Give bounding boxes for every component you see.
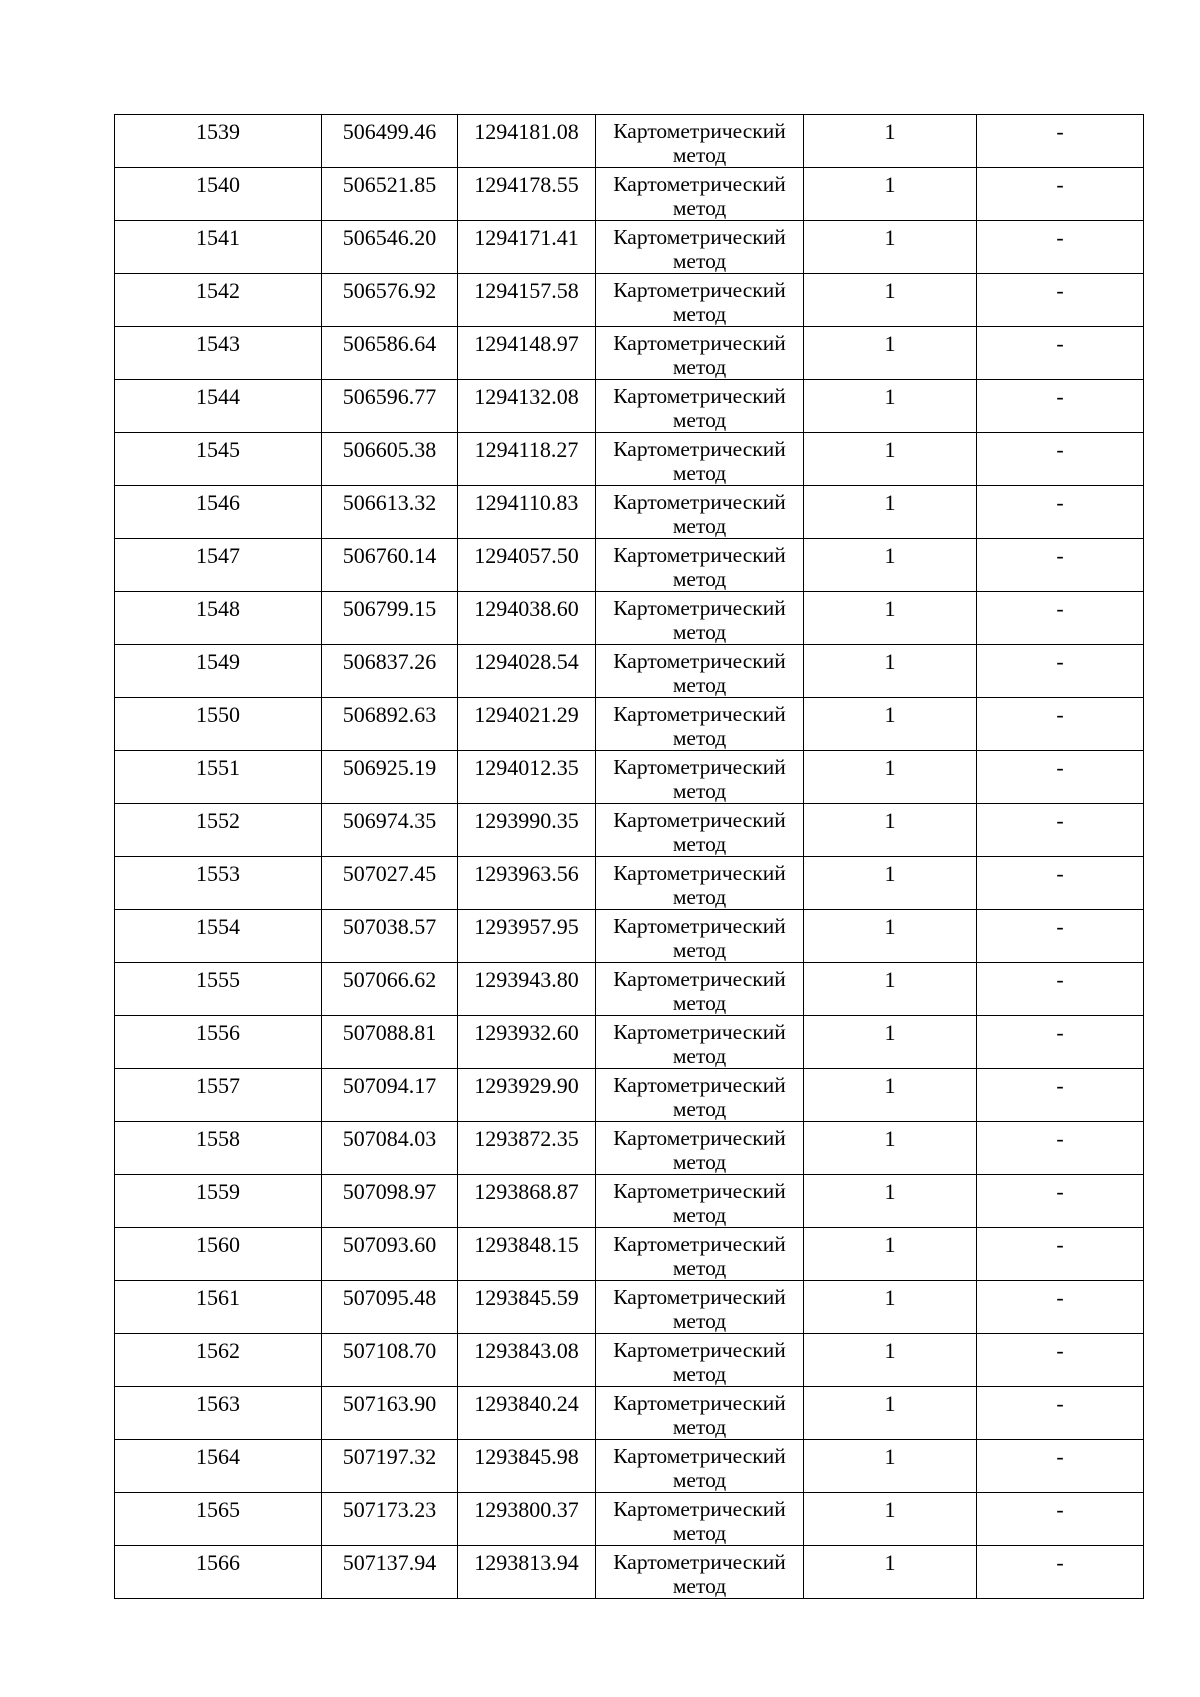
method-text-line1: Картометрический	[613, 384, 786, 408]
point-number-cell: 1540	[115, 168, 322, 221]
note-cell: -	[977, 539, 1144, 592]
method-text-line1: Картометрический	[613, 808, 786, 832]
y-coordinate-cell: 1293868.87	[458, 1175, 596, 1228]
accuracy-cell: 1	[804, 698, 977, 751]
point-number-cell: 1542	[115, 274, 322, 327]
method-cell	[596, 1334, 804, 1387]
note-cell: -	[977, 1175, 1144, 1228]
method-cell	[596, 539, 804, 592]
x-coordinate-cell: 507163.90	[322, 1387, 458, 1440]
x-coordinate-cell: 507094.17	[322, 1069, 458, 1122]
point-number-cell: 1551	[115, 751, 322, 804]
method-text-line2: метод	[672, 196, 727, 220]
note-cell: -	[977, 910, 1144, 963]
accuracy-cell: 1	[804, 1440, 977, 1493]
point-number-cell: 1539	[115, 115, 322, 168]
method-text-line2: метод	[672, 302, 727, 326]
method-cell	[596, 274, 804, 327]
note-cell: -	[977, 327, 1144, 380]
method-text-line2: метод	[672, 779, 727, 803]
x-coordinate-cell: 507173.23	[322, 1493, 458, 1546]
x-coordinate-cell: 506576.92	[322, 274, 458, 327]
accuracy-cell: 1	[804, 1493, 977, 1546]
method-cell	[596, 1228, 804, 1281]
note-cell: -	[977, 1281, 1144, 1334]
note-cell: -	[977, 168, 1144, 221]
accuracy-cell: 1	[804, 539, 977, 592]
x-coordinate-cell: 506521.85	[322, 168, 458, 221]
table-row	[115, 1069, 1144, 1122]
method-cell	[596, 1122, 804, 1175]
point-number-cell: 1552	[115, 804, 322, 857]
method-cell	[596, 1016, 804, 1069]
method-text-line1: Картометрический	[613, 1020, 786, 1044]
method-cell	[596, 1069, 804, 1122]
method-text-line2: метод	[672, 143, 727, 167]
method-cell	[596, 327, 804, 380]
note-cell: -	[977, 804, 1144, 857]
x-coordinate-cell: 507066.62	[322, 963, 458, 1016]
table-row	[115, 910, 1144, 963]
accuracy-cell: 1	[804, 486, 977, 539]
point-number-cell: 1566	[115, 1546, 322, 1599]
table-row	[115, 751, 1144, 804]
method-text-line2: метод	[672, 726, 727, 750]
table-row	[115, 1175, 1144, 1228]
method-text-line1: Картометрический	[613, 225, 786, 249]
y-coordinate-cell: 1294110.83	[458, 486, 596, 539]
y-coordinate-cell: 1294118.27	[458, 433, 596, 486]
document-page	[114, 114, 1143, 1599]
y-coordinate-cell: 1294157.58	[458, 274, 596, 327]
point-number-cell: 1544	[115, 380, 322, 433]
x-coordinate-cell: 506546.20	[322, 221, 458, 274]
point-number-cell: 1555	[115, 963, 322, 1016]
note-cell: -	[977, 486, 1144, 539]
y-coordinate-cell: 1293990.35	[458, 804, 596, 857]
table-row	[115, 486, 1144, 539]
note-cell: -	[977, 963, 1144, 1016]
table-row	[115, 1334, 1144, 1387]
note-cell: -	[977, 751, 1144, 804]
method-text-line2: метод	[672, 1256, 727, 1280]
note-cell: -	[977, 698, 1144, 751]
table-row	[115, 433, 1144, 486]
point-number-cell: 1561	[115, 1281, 322, 1334]
method-text-line1: Картометрический	[613, 490, 786, 514]
x-coordinate-cell: 507095.48	[322, 1281, 458, 1334]
note-cell: -	[977, 1387, 1144, 1440]
note-cell: -	[977, 274, 1144, 327]
accuracy-cell: 1	[804, 1016, 977, 1069]
point-number-cell: 1565	[115, 1493, 322, 1546]
note-cell: -	[977, 1069, 1144, 1122]
method-text-line2: метод	[672, 1415, 727, 1439]
method-text-line1: Картометрический	[613, 1285, 786, 1309]
y-coordinate-cell: 1293840.24	[458, 1387, 596, 1440]
accuracy-cell: 1	[804, 327, 977, 380]
method-text-line2: метод	[672, 514, 727, 538]
method-text-line2: метод	[672, 1044, 727, 1068]
table-row	[115, 274, 1144, 327]
x-coordinate-cell: 506499.46	[322, 115, 458, 168]
accuracy-cell: 1	[804, 274, 977, 327]
method-cell	[596, 910, 804, 963]
method-cell	[596, 1546, 804, 1599]
note-cell: -	[977, 857, 1144, 910]
y-coordinate-cell: 1294012.35	[458, 751, 596, 804]
method-cell	[596, 592, 804, 645]
accuracy-cell: 1	[804, 645, 977, 698]
accuracy-cell: 1	[804, 1228, 977, 1281]
method-text-line1: Картометрический	[613, 755, 786, 779]
method-text-line1: Картометрический	[613, 331, 786, 355]
note-cell: -	[977, 1228, 1144, 1281]
accuracy-cell: 1	[804, 751, 977, 804]
accuracy-cell: 1	[804, 1334, 977, 1387]
accuracy-cell: 1	[804, 221, 977, 274]
y-coordinate-cell: 1293929.90	[458, 1069, 596, 1122]
y-coordinate-cell: 1293845.59	[458, 1281, 596, 1334]
y-coordinate-cell: 1293943.80	[458, 963, 596, 1016]
point-number-cell: 1547	[115, 539, 322, 592]
y-coordinate-cell: 1294057.50	[458, 539, 596, 592]
y-coordinate-cell: 1294132.08	[458, 380, 596, 433]
x-coordinate-cell: 507088.81	[322, 1016, 458, 1069]
method-text-line1: Картометрический	[613, 967, 786, 991]
x-coordinate-cell: 506925.19	[322, 751, 458, 804]
point-number-cell: 1548	[115, 592, 322, 645]
method-cell	[596, 433, 804, 486]
method-text-line2: метод	[672, 461, 727, 485]
note-cell: -	[977, 380, 1144, 433]
table-row	[115, 1016, 1144, 1069]
table-row	[115, 168, 1144, 221]
table-row	[115, 1387, 1144, 1440]
note-cell: -	[977, 1546, 1144, 1599]
x-coordinate-cell: 506974.35	[322, 804, 458, 857]
x-coordinate-cell: 507093.60	[322, 1228, 458, 1281]
table-row	[115, 327, 1144, 380]
accuracy-cell: 1	[804, 1175, 977, 1228]
coordinates-table-body	[115, 115, 1144, 1599]
x-coordinate-cell: 507084.03	[322, 1122, 458, 1175]
method-text-line1: Картометрический	[613, 543, 786, 567]
method-text-line2: метод	[672, 355, 727, 379]
table-row	[115, 115, 1144, 168]
table-row	[115, 1281, 1144, 1334]
accuracy-cell: 1	[804, 1387, 977, 1440]
method-cell	[596, 1387, 804, 1440]
note-cell: -	[977, 645, 1144, 698]
x-coordinate-cell: 506799.15	[322, 592, 458, 645]
y-coordinate-cell: 1293843.08	[458, 1334, 596, 1387]
method-text-line1: Картометрический	[613, 1232, 786, 1256]
method-cell	[596, 1493, 804, 1546]
table-row	[115, 539, 1144, 592]
method-text-line2: метод	[672, 1309, 727, 1333]
y-coordinate-cell: 1294171.41	[458, 221, 596, 274]
method-cell	[596, 804, 804, 857]
table-row	[115, 1228, 1144, 1281]
method-text-line2: метод	[672, 938, 727, 962]
y-coordinate-cell: 1293800.37	[458, 1493, 596, 1546]
accuracy-cell: 1	[804, 910, 977, 963]
x-coordinate-cell: 506837.26	[322, 645, 458, 698]
method-text-line1: Картометрический	[613, 119, 786, 143]
point-number-cell: 1554	[115, 910, 322, 963]
method-text-line1: Картометрический	[613, 1497, 786, 1521]
method-cell	[596, 168, 804, 221]
x-coordinate-cell: 507137.94	[322, 1546, 458, 1599]
accuracy-cell: 1	[804, 1122, 977, 1175]
method-text-line1: Картометрический	[613, 596, 786, 620]
table-row	[115, 804, 1144, 857]
point-number-cell: 1562	[115, 1334, 322, 1387]
method-cell	[596, 1175, 804, 1228]
note-cell: -	[977, 1016, 1144, 1069]
method-text-line1: Картометрический	[613, 1073, 786, 1097]
method-text-line1: Картометрический	[613, 437, 786, 461]
table-row	[115, 698, 1144, 751]
accuracy-cell: 1	[804, 1281, 977, 1334]
accuracy-cell: 1	[804, 857, 977, 910]
note-cell: -	[977, 1122, 1144, 1175]
x-coordinate-cell: 506892.63	[322, 698, 458, 751]
x-coordinate-cell: 507027.45	[322, 857, 458, 910]
method-cell	[596, 963, 804, 1016]
method-cell	[596, 751, 804, 804]
method-cell	[596, 1281, 804, 1334]
method-text-line2: метод	[672, 673, 727, 697]
method-cell	[596, 486, 804, 539]
coordinates-table	[114, 114, 1144, 1599]
method-text-line1: Картометрический	[613, 1444, 786, 1468]
method-text-line2: метод	[672, 832, 727, 856]
table-row	[115, 221, 1144, 274]
accuracy-cell: 1	[804, 115, 977, 168]
point-number-cell: 1541	[115, 221, 322, 274]
point-number-cell: 1550	[115, 698, 322, 751]
method-cell	[596, 857, 804, 910]
point-number-cell: 1557	[115, 1069, 322, 1122]
table-row	[115, 1546, 1144, 1599]
table-row	[115, 1440, 1144, 1493]
note-cell: -	[977, 1334, 1144, 1387]
table-row	[115, 380, 1144, 433]
method-text-line2: метод	[672, 1362, 727, 1386]
x-coordinate-cell: 507098.97	[322, 1175, 458, 1228]
point-number-cell: 1553	[115, 857, 322, 910]
method-text-line1: Картометрический	[613, 1550, 786, 1574]
point-number-cell: 1563	[115, 1387, 322, 1440]
x-coordinate-cell: 506586.64	[322, 327, 458, 380]
method-cell	[596, 380, 804, 433]
note-cell: -	[977, 221, 1144, 274]
method-text-line1: Картометрический	[613, 914, 786, 938]
y-coordinate-cell: 1293813.94	[458, 1546, 596, 1599]
method-text-line2: метод	[672, 885, 727, 909]
note-cell: -	[977, 1493, 1144, 1546]
y-coordinate-cell: 1294021.29	[458, 698, 596, 751]
x-coordinate-cell: 507108.70	[322, 1334, 458, 1387]
y-coordinate-cell: 1294178.55	[458, 168, 596, 221]
accuracy-cell: 1	[804, 1069, 977, 1122]
point-number-cell: 1559	[115, 1175, 322, 1228]
accuracy-cell: 1	[804, 168, 977, 221]
accuracy-cell: 1	[804, 380, 977, 433]
x-coordinate-cell: 506760.14	[322, 539, 458, 592]
point-number-cell: 1543	[115, 327, 322, 380]
y-coordinate-cell: 1293848.15	[458, 1228, 596, 1281]
note-cell: -	[977, 592, 1144, 645]
table-row	[115, 1493, 1144, 1546]
method-text-line2: метод	[672, 1521, 727, 1545]
y-coordinate-cell: 1293957.95	[458, 910, 596, 963]
point-number-cell: 1564	[115, 1440, 322, 1493]
method-text-line1: Картометрический	[613, 172, 786, 196]
note-cell: -	[977, 115, 1144, 168]
accuracy-cell: 1	[804, 1546, 977, 1599]
point-number-cell: 1558	[115, 1122, 322, 1175]
method-text-line1: Картометрический	[613, 278, 786, 302]
y-coordinate-cell: 1294148.97	[458, 327, 596, 380]
method-cell	[596, 645, 804, 698]
point-number-cell: 1556	[115, 1016, 322, 1069]
method-text-line2: метод	[672, 1468, 727, 1492]
method-cell	[596, 221, 804, 274]
method-text-line2: метод	[672, 1574, 727, 1598]
table-row	[115, 963, 1144, 1016]
x-coordinate-cell: 507038.57	[322, 910, 458, 963]
method-text-line2: метод	[672, 1150, 727, 1174]
method-cell	[596, 1440, 804, 1493]
point-number-cell: 1560	[115, 1228, 322, 1281]
method-text-line2: метод	[672, 991, 727, 1015]
table-row	[115, 857, 1144, 910]
point-number-cell: 1549	[115, 645, 322, 698]
accuracy-cell: 1	[804, 804, 977, 857]
note-cell: -	[977, 433, 1144, 486]
y-coordinate-cell: 1293872.35	[458, 1122, 596, 1175]
method-text-line1: Картометрический	[613, 1179, 786, 1203]
method-text-line1: Картометрический	[613, 1126, 786, 1150]
accuracy-cell: 1	[804, 433, 977, 486]
y-coordinate-cell: 1293963.56	[458, 857, 596, 910]
method-text-line2: метод	[672, 408, 727, 432]
y-coordinate-cell: 1294038.60	[458, 592, 596, 645]
method-text-line2: метод	[672, 1097, 727, 1121]
x-coordinate-cell: 506613.32	[322, 486, 458, 539]
y-coordinate-cell: 1294028.54	[458, 645, 596, 698]
x-coordinate-cell: 507197.32	[322, 1440, 458, 1493]
method-text-line1: Картометрический	[613, 1391, 786, 1415]
x-coordinate-cell: 506605.38	[322, 433, 458, 486]
y-coordinate-cell: 1294181.08	[458, 115, 596, 168]
method-text-line2: метод	[672, 249, 727, 273]
accuracy-cell: 1	[804, 592, 977, 645]
method-text-line1: Картометрический	[613, 702, 786, 726]
method-text-line1: Картометрический	[613, 861, 786, 885]
table-row	[115, 592, 1144, 645]
y-coordinate-cell: 1293845.98	[458, 1440, 596, 1493]
point-number-cell: 1545	[115, 433, 322, 486]
method-text-line2: метод	[672, 620, 727, 644]
method-cell	[596, 115, 804, 168]
table-row	[115, 645, 1144, 698]
x-coordinate-cell: 506596.77	[322, 380, 458, 433]
accuracy-cell: 1	[804, 963, 977, 1016]
method-text-line1: Картометрический	[613, 1338, 786, 1362]
method-text-line2: метод	[672, 1203, 727, 1227]
point-number-cell: 1546	[115, 486, 322, 539]
method-cell	[596, 698, 804, 751]
table-row	[115, 1122, 1144, 1175]
y-coordinate-cell: 1293932.60	[458, 1016, 596, 1069]
method-text-line1: Картометрический	[613, 649, 786, 673]
note-cell: -	[977, 1440, 1144, 1493]
method-text-line2: метод	[672, 567, 727, 591]
